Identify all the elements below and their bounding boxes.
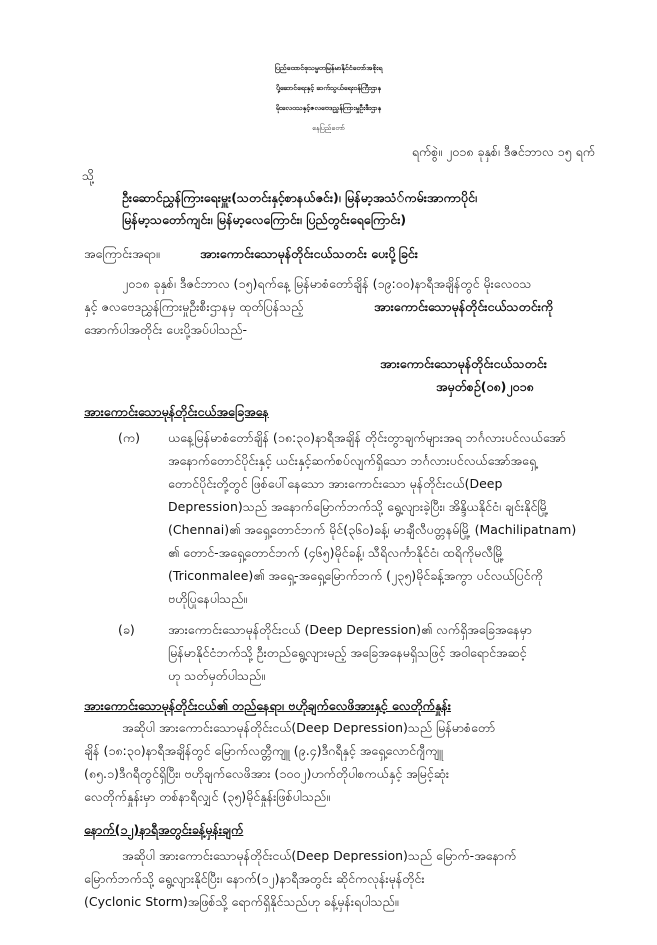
letterhead-line-4: နေပြည်တော် — [312, 124, 345, 132]
bulletin-title: အားကောင်းသောမုန်တိုင်းငယ်သတင်း — [380, 356, 547, 371]
item-b-line-3: ဟု သတ်မှတ်ပါသည်။ — [168, 668, 266, 683]
section-1-heading: အားကောင်းသောမုန်တိုင်းငယ်အခြေအနေ — [84, 404, 269, 419]
letterhead-line-1: ပြည်ထောင်စုသမ္မတမြန်မာနိုင်ငံတော်အစိုးရ — [274, 64, 383, 72]
item-a-line-6: ၏ တောင်-အရှေ့တောင်ဘက် (၄၆၅)မိုင်ခန့်၊ သီရိလင်္ကာနိုင်ငံ၊ ထရိကိုမလီမြို့ — [168, 545, 505, 560]
section-3-line-3: (Cyclonic Storm)အဖြစ်သို့ ရောက်ရှိနိုင်သည်ဟု ခန့်မှန်းရပါသည်။ — [84, 894, 399, 909]
recipients-line-1: ဦးဆောင်ညွှန်ကြားရေးမှူး(သတင်းနှင့်စာနယ်ဇင်း)၊ မြန်မာ့အသံ်ကမ်းအာကာပိုင်၊ — [122, 190, 477, 205]
letterhead-line-3: မိုးလေဝသနှင့်ဇလဗေဒညွှန်ကြားမှုဦးစီးဌာန — [275, 104, 382, 112]
item-a-line-1: ယနေ့မြန်မာစံတော်ချိန် (၁၈:၃၀)နာရီအချိန် တိုင်းတွာချက်များအရ ဘင်္ဂလားပင်လယ်အော် — [168, 430, 566, 445]
item-a-label: (က) — [118, 430, 140, 445]
intro-line-3: အောက်ပါအတိုင်း ပေးပို့အပ်ပါသည်- — [84, 322, 247, 337]
item-a-line-3: တောင်ပိုင်းတို့တွင် ဖြစ်ပေါ်နေသော အားကောင်းသော မုန်တိုင်းငယ်(Deep — [168, 476, 503, 491]
item-a-line-8: ဗဟိုပြုနေပါသည်။ — [168, 591, 248, 606]
intro-line-2a: နှင့် ဇလဗေဒညွှန်ကြားမှုဦးစီးဌာနမှ ထုတ်ပြန်သည့် — [84, 299, 304, 314]
item-a-line-2: အနောက်တောင်ပိုင်းနှင့် ယင်းနှင့်ဆက်စပ်လျက်ရှိသော ဘင်္ဂလားပင်လယ်အော်အရှေ့ — [168, 453, 537, 468]
item-b-line-1: အားကောင်းသောမုန်တိုင်းငယ် (Deep Depression)၏ လက်ရှိအခြေအနေမှာ — [168, 622, 532, 637]
to-label: သို့ — [82, 168, 95, 183]
intro-line-1: ၂၀၁၈ ခုနှစ်၊ ဒီဇင်ဘာလ (၁၅)ရက်နေ့ မြန်မာစံတော်ချိန် (၁၉:၀၀)နာရီအချိန်တွင် မိုးလေဝသ — [122, 276, 532, 291]
item-a-line-4: Depression)သည် အနောက်မြောက်ဘက်သို့ ရွေ့လျားခဲ့ပြီး၊ အိန္ဒိယနိုင်ငံ၊ ချင်းနိုင်မြို့ — [168, 499, 549, 514]
letterhead-line-2: ပို့ဆောင်ရေးနှင့် ဆက်သွယ်ရေးဝန်ကြီးဌာန — [275, 84, 382, 92]
section-3-line-2: မြောက်ဘက်သို့ ရွေ့လျားနိုင်ပြီး၊ နောက်(၁၂)နာရီအတွင်း ဆိုင်ကလုန်းမုန်တိုင်း — [84, 871, 425, 886]
item-a-line-7: (Triconmalee)၏ အရှေ့-အရှေ့မြောက်ဘက် (၂၃၅)မိုင်ခန့်အကွာ ပင်လယ်ပြင်ကို — [168, 568, 543, 583]
section-2-line-4: လေတိုက်နှုန်းမှာ တစ်နာရီလျှင် (၃၅)မိုင်နှုန်းဖြစ်ပါသည်။ — [84, 789, 330, 804]
intro-line-2b: အားကောင်းသောမုန်တိုင်းငယ်သတင်းကို — [374, 299, 554, 314]
section-2-heading: အားကောင်းသောမုန်တိုင်းငယ်၏ တည်နေရာ၊ ဗဟိုချက်လေဖိအားနှင့် လေတိုက်နှုန်း — [84, 698, 451, 713]
item-a-line-5: (Chennai)၏ အရှေ့တောင်ဘက် မိုင်(၃၆၀)ခန့်၊ မာချီလီပတ္တနမ်မြို့ (Machilipatnam) — [168, 522, 577, 537]
section-3-line-1: အဆိုပါ အားကောင်းသောမုန်တိုင်းငယ်(Deep Depression)သည် မြောက်-အနောက် — [122, 848, 517, 863]
item-b-label: (ခ) — [118, 622, 135, 637]
section-2-line-2: ချိန် (၁၈:၃၀)နာရီအချိန်တွင် မြောက်လတ္တီကျူ (၉.၄)ဒီဂရီနှင့် အရှေ့လောင်ဂျီကျူ — [84, 743, 443, 758]
subject-label: အကြောင်းအရာ။ — [84, 246, 160, 261]
item-b-line-2: မြန်မာနိုင်ငံဘက်သို့ ဦးတည်ရွေ့လျားမည့် အခြေအနေမရှိသဖြင့် အဝါရောင်အဆင့် — [168, 645, 527, 660]
document-date: ရက်စွဲ။ ၂၀၁၈ ခုနှစ်၊ ဒီဇင်ဘာလ ၁၅ ရက် — [411, 144, 595, 159]
section-2-line-1: အဆိုပါ အားကောင်းသောမုန်တိုင်းငယ်(Deep Depression)သည် မြန်မာစံတော် — [122, 720, 496, 735]
recipients-line-2: မြန်မာ့သတော်ကျင်း၊ မြန်မာ့လေကြောင်း၊ ပြည်တွင်းရေကြောင်း) — [122, 212, 407, 227]
section-2-line-3: (၈၅.၁)ဒီဂရီတွင်ရှိပြီး၊ ဗဟိုချက်လေဖိအား (၁၀၀၂)ဟက်တိုပါစကယ်နှင့် အမြင့်ဆုံး — [84, 766, 450, 781]
subject-text: အားကောင်းသောမုန်တိုင်းငယ်သတင်း ပေးပို့ခြင်း — [200, 246, 418, 261]
section-3-heading: နောက်(၁၂)နာရီအတွင်းခန့်မှန်းချက် — [84, 822, 244, 837]
bulletin-number: အမှတ်စဉ်(၀၈)၂၀၁၈ — [436, 379, 534, 394]
